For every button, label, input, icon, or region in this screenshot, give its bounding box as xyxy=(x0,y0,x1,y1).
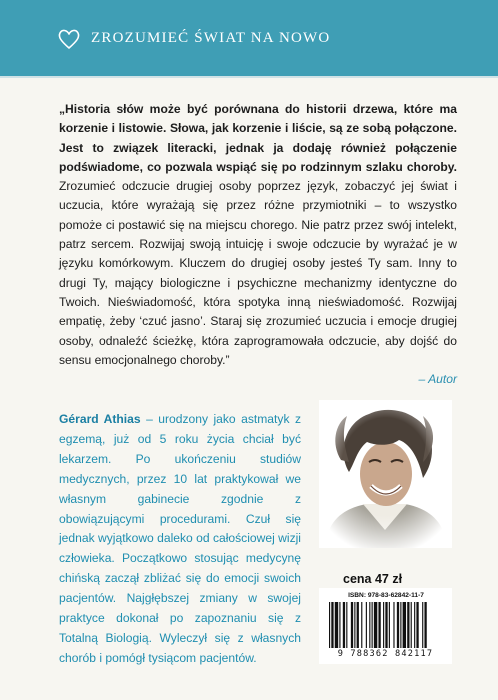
barcode-bar xyxy=(354,602,355,648)
heart-outline-icon xyxy=(57,28,81,50)
quote-bold-text: „Historia słów może być porównana do historii drzewa, które ma korzenie i listowie. Słowa, jak korzenie i liście, są ze sobą połączone. Jest to związek literacki, jednak ja dodaję również połączenie podświadome, co pozwala wspiąć się po rodzinnym szlaku choroby. xyxy=(59,102,457,174)
barcode-bar xyxy=(366,602,367,648)
author-bio-text: – urodzony jako astmatyk z egzemą, już od 5 roku życia chciał być lekarzem. Po ukończeniu studiów medycznych, przez 10 lat praktykował we własnym gabinecie zgodnie z obowiązującymi procedurami. Czuł się jednak wyjątkowo daleko od całościowej wizji człowieka. Początkowo stosując medycynę chińską zaczął zbliżać się do emocji swoich pacjentów. Najgłębszej zmiany w swojej praktyce dokonał po zapoznaniu się z Totalną Biologią. Wyleczył się z własnych chorób i pomógł tysiącom pacjentów. xyxy=(59,412,301,665)
barcode-bar xyxy=(374,602,377,648)
isbn-number: ISBN: 978-83-62842-11-7 xyxy=(348,592,424,599)
author-name: Gérard Athias xyxy=(59,412,141,426)
barcode-bar xyxy=(407,602,409,648)
barcode-bar xyxy=(372,602,373,648)
barcode-bar xyxy=(357,602,359,648)
price-label: cena 47 zł xyxy=(343,572,403,586)
series-header-band xyxy=(0,0,498,78)
barcode-bar xyxy=(383,602,384,648)
barcode-bar xyxy=(414,602,415,648)
barcode-bar xyxy=(331,602,333,648)
barcode-bar xyxy=(416,602,418,648)
barcode-bar xyxy=(411,602,412,648)
author-portrait-photo xyxy=(319,400,452,548)
barcode-image xyxy=(329,602,443,648)
quote-body-text: Zrozumieć odczucie drugiej osoby poprzez język, zobaczyć jej świat i uczucia, które wyrażają się przez różne przymiotniki – to wszystko pomoże ci postawić się na miejscu chorego. Nie patrz przez swój intelekt, patrz sercem. Rozwijaj swoją intuicję i swoje odczucie by wyrażać je w języku komórkowym. Kluczem do drugiej osoby jesteś Ty sam. Inny to drugi Ty, mający biologiczne i psychiczne mechanizmy identyczne do Twoich. Nieświadomość, która spotyka inną nieświadomość. Rozwijaj empatię, żeby ‘czuć jasno’. Staraj się zrozumieć uczucia i emocje drugiej osoby, odnaleźć ścieżkę, która zaprogramowała odczucie, aby dojść do sensu emocjonalnego choroby.” xyxy=(59,179,457,367)
quote-author: – Autor xyxy=(418,372,457,387)
author-biography xyxy=(59,410,301,669)
barcode-bar xyxy=(346,602,347,648)
barcode-bar xyxy=(424,602,426,648)
barcode-bar xyxy=(400,602,401,648)
series-title: ZROZUMIEĆ ŚWIAT NA NOWO xyxy=(91,30,331,46)
barcode-bar xyxy=(378,602,380,648)
barcode-bar xyxy=(403,602,406,648)
barcode-bar xyxy=(369,602,370,648)
barcode-bar xyxy=(343,602,345,648)
barcode-bar xyxy=(335,602,338,648)
barcode-digits: 9 788362 842117 xyxy=(337,649,434,659)
barcode-bar xyxy=(389,602,390,648)
back-cover-quote xyxy=(59,100,457,389)
barcode-bar xyxy=(422,602,423,648)
barcode-bar xyxy=(329,602,330,648)
barcode-bar xyxy=(351,602,353,648)
barcode-bar xyxy=(397,602,399,648)
barcode-bar xyxy=(393,602,394,648)
barcode-bar xyxy=(339,602,340,648)
isbn-barcode-panel xyxy=(319,588,452,664)
barcode-bar xyxy=(361,602,362,648)
barcode-bar xyxy=(385,602,387,648)
